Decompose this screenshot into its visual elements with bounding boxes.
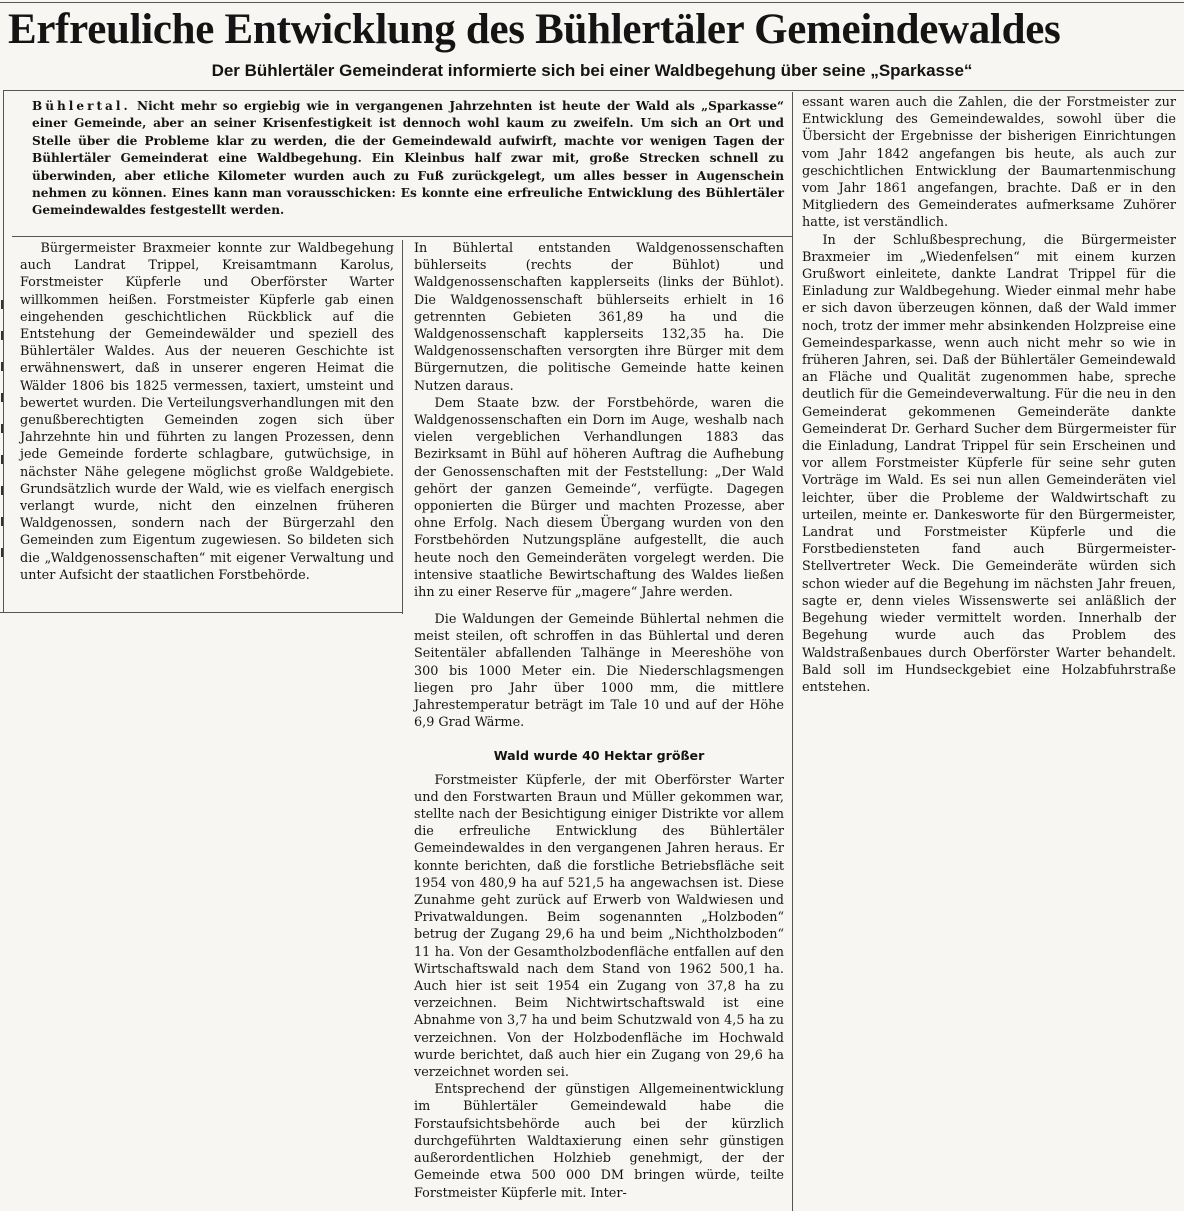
- lead-place: Bühlertal.: [32, 99, 131, 113]
- section-title: Wald wurde 40 Hektar größer: [493, 748, 705, 764]
- paragraph: Die Waldungen der Gemeinde Bühlertal nehmen die meist steilen, oft schroffen in das Bühlertal und deren Seitentäler abfallenden Talhänge in Meereshöhe von 300 bis 1000 Meter ein. Die Niederschlagsmengen liegen pro Jahr über 1000 mm, die mittlere Jahrestemperatur beträgt im Tale 10 und auf der Höhe 6,9 Grad Wärme.: [414, 612, 784, 731]
- paragraph: Dem Staate bzw. der Forstbehörde, waren die Waldgenossenschaften ein Dorn im Auge, weshalb nach vielen vergeblichen Verhandlungen 1883 das Bezirksamt in Bühl auf höheren Auftrag die Aufhebung der Genossenschaften mit der Feststellung: „Der Wald gehört der ganzen Gemeinde“, verfügte. Dagegen opponierten die Bürger und machten Prozesse, aber ohne Erfolg. Nach diesem Übergang wurden von den Forstbehörden Nutzungspläne aufgestellt, die auch heute noch den Gemeinderäten vorgelegt werden. Die intensive staatliche Bewirtschaftung des Waldes ließen ihn zu einer Reserve für „magere“ Jahre werden.: [414, 395, 784, 601]
- lead-text: Nicht mehr so ergiebig wie in vergangenen Jahrzehnten ist heute der Wald als „Sparkasse“ einer Gemeinde, aber an seiner Krisenfestigkeit ist dennoch wohl kaum zu zweifeln. Um sich an Ort und Stelle über die Probleme klar zu werden, die der Gemeindewald aufwirft, machte vor wenigen Tagen der Bühlertäler Gemeinderat eine Waldbegehung. Ein Kleinbus half zwar mit, große Strecken schnell zu überwinden, aber etliche Kilometer wurden auch zu Fuß zurückgelegt, um alles besser in Augenschein nehmen zu können. Eines kann man vorausschicken: Es konnte eine erfreuliche Entwicklung des Bühlertäler Gemeindewaldes festgestellt werden.: [32, 99, 784, 218]
- column-1: [20, 240, 394, 584]
- subhead-bottom-rule: [3, 90, 1184, 91]
- paragraph: essant waren auch die Zahlen, die der Forstmeister zur Entwicklung des Gemeindewaldes, sowohl über die Übersicht der Ergebnisse der bisherigen Einrichtungen vom Jahr 1842 angefangen bis heute, als auch zur geschichtlichen Entwicklung der Baumartenmischung vom Jahr 1861 angefangen, brachte. Daß er in den Mitgliedern des Gemeinderates aufmerksame Zuhörer hatte, ist verständlich.: [802, 95, 1176, 231]
- top-rule: [0, 2, 1184, 3]
- column-2: [414, 240, 784, 601]
- column-rule-left: [402, 240, 403, 614]
- paragraph: Bürgermeister Braxmeier konnte zur Waldbegehung auch Landrat Trippel, Kreisamtmann Karolus, Forstmeister Küpferle und Oberförster Warter willkommen heißen. Forstmeister Küpferle gab einen eingehenden geschichtlichen Rückblick auf die Entstehung der Gemeindewälder und speziell des Bühlertäler Waldes. Aus der neueren Geschichte ist erwähnenswert, daß in unserer engeren Heimat die Wälder 1806 bis 1825 vermessen, taxiert, umsteint und bewertet wurden. Die Verteilungsverhandlungen mit den genußberechtigten Gemeinden zogen sich über Jahrzehnte hin und führten zu langen Prozessen, denn jede Gemeinde forderte schlagbare, gutwüchsige, in nächster Nähe gelegene möglichst große Waldgebiete. Grundsätzlich wurde der Wald, wie es vielfach energisch verlangt wurde, nicht den einzelnen früheren Waldgenossen, sondern nach der Bürgerzahl den Gemeinden zum Eigentum zugewiesen. So bildeten sich die „Waldgenossenschaften“ mit eigener Verwaltung und unter Aufsicht der staatlichen Forstbehörde.: [20, 241, 394, 583]
- column-3: [802, 94, 1176, 696]
- edge-marks: [0, 300, 4, 600]
- lead-bottom-rule: [12, 236, 792, 237]
- headline: Erfreuliche Entwicklung des Bühlertäler Gemeindewaldes: [8, 6, 1061, 53]
- paragraph: Entsprechend der günstigen Allgemeinentwicklung im Bühlertäler Gemeindewald habe die Forstaufsichtsbehörde auch bei der kürzlich durchgeführten Waldtaxierung einen sehr günstigen außerordentlichen Holzhieb genehmigt, der der Gemeinde etwa 500 000 DM bringen würde, teilte Forstmeister Küpferle mit. Inter-: [414, 1082, 784, 1201]
- column-2-continued: [414, 611, 784, 1202]
- column1-bottom-rule: [0, 612, 402, 613]
- subheadline: Der Bühlertäler Gemeinderat informierte sich bei einer Waldbegehung über seine „Sparkasse“: [211, 61, 973, 80]
- column-rule-right: [792, 92, 793, 1211]
- lead-paragraph: [32, 98, 784, 220]
- paragraph: In der Schlußbesprechung, die Bürgermeister Braxmeier im „Wiedenfelsen“ mit einem kurzen Grußwort einleitete, dankte Landrat Trippel für die Einladung zur Waldbegehung. Wieder einmal mehr habe er sich davon überzeugen können, daß der Wald immer noch, trotz der immer mehr absinkenden Holzpreise eine Gemeindesparkasse, wenn auch nicht mehr so wie in früheren Jahren, sei. Daß der Bühlertäler Gemeindewald an Fläche und Qualität zugenommen habe, spreche deutlich für die Gemeindeverwaltung. Für die neu in den Gemeinderat gekommenen Gemeinderäte dankte Gemeinderat Dr. Gerhard Sucher dem Bürgermeister für die Einladung, Landrat Trippel für sein Erscheinen und vor allem Forstmeister Küpferle für seine sehr guten Vorträge im Wald. Es sei nun allen Gemeinderäten viel leichter, über die Probleme der Waldwirtschaft zu urteilen, meinte er. Dankesworte für den Bürgermeister, Landrat und Forstmeister Küpferle und die Forstbediensteten fand auch Bürgermeister-Stellvertreter Weck. Die Gemeinderäte würden sich schon wieder auf die Begehung im nächsten Jahr freuen, sagte er, denn vieles Wissenswerte sei anläßlich der Begehung wieder vermittelt worden. Innerhalb der Begehung wurde auch das Problem des Waldstraßenbaues durch Oberförster Warter behandelt. Bald soll im Hundseckgebiet eine Holzabfuhrstraße entstehen.: [802, 232, 1176, 695]
- paragraph: In Bühlertal entstanden Waldgenossenschaften bühlerseits (rechts der Bühlot) und Waldgenossenschaften kapplerseits (links der Bühlot). Die Waldgenossenschaft bühlerseits erhielt in 16 getrennten Gebieten 361,89 ha und die Waldgenossenschaft kapplerseits 132,35 ha. Die Waldgenossenschaften versorgten ihre Bürger mit dem Bürgernutzen, die politische Gemeinde hatte keinen Nutzen daraus.: [414, 241, 784, 394]
- paragraph: Forstmeister Küpferle, der mit Oberförster Warter und den Forstwarten Braun und Müller gekommen war, stellte nach der Besichtigung einiger Distrikte vor allem die erfreuliche Entwicklung des Bühlertäler Gemeindewaldes in den vergangenen Jahren heraus. Er konnte berichten, daß die forstliche Betriebsfläche seit 1954 von 480,9 ha auf 521,5 ha angewachsen ist. Diese Zunahme geht zurück auf Erwerb von Waldwiesen und Privatwaldungen. Beim sogenannten „Holzboden“ betrug der Zugang 29,6 ha und beim „Nichtholzboden“ 11 ha. Von der Gesamtholzbodenfläche entfallen auf den Wirtschaftswald nach dem Stand von 1962 500,1 ha. Auch hier ist seit 1954 ein Zugang von 37,8 ha zu verzeichnen. Beim Nichtwirtschaftswald ist eine Abnahme von 3,7 ha und beim Schutzwald von 4,5 ha zu verzeichnen. Von der Holzbodenfläche im Hochwald wurde berichtet, daß auch hier ein Zugang von 29,6 ha verzeichnet worden sei.: [414, 772, 784, 1081]
